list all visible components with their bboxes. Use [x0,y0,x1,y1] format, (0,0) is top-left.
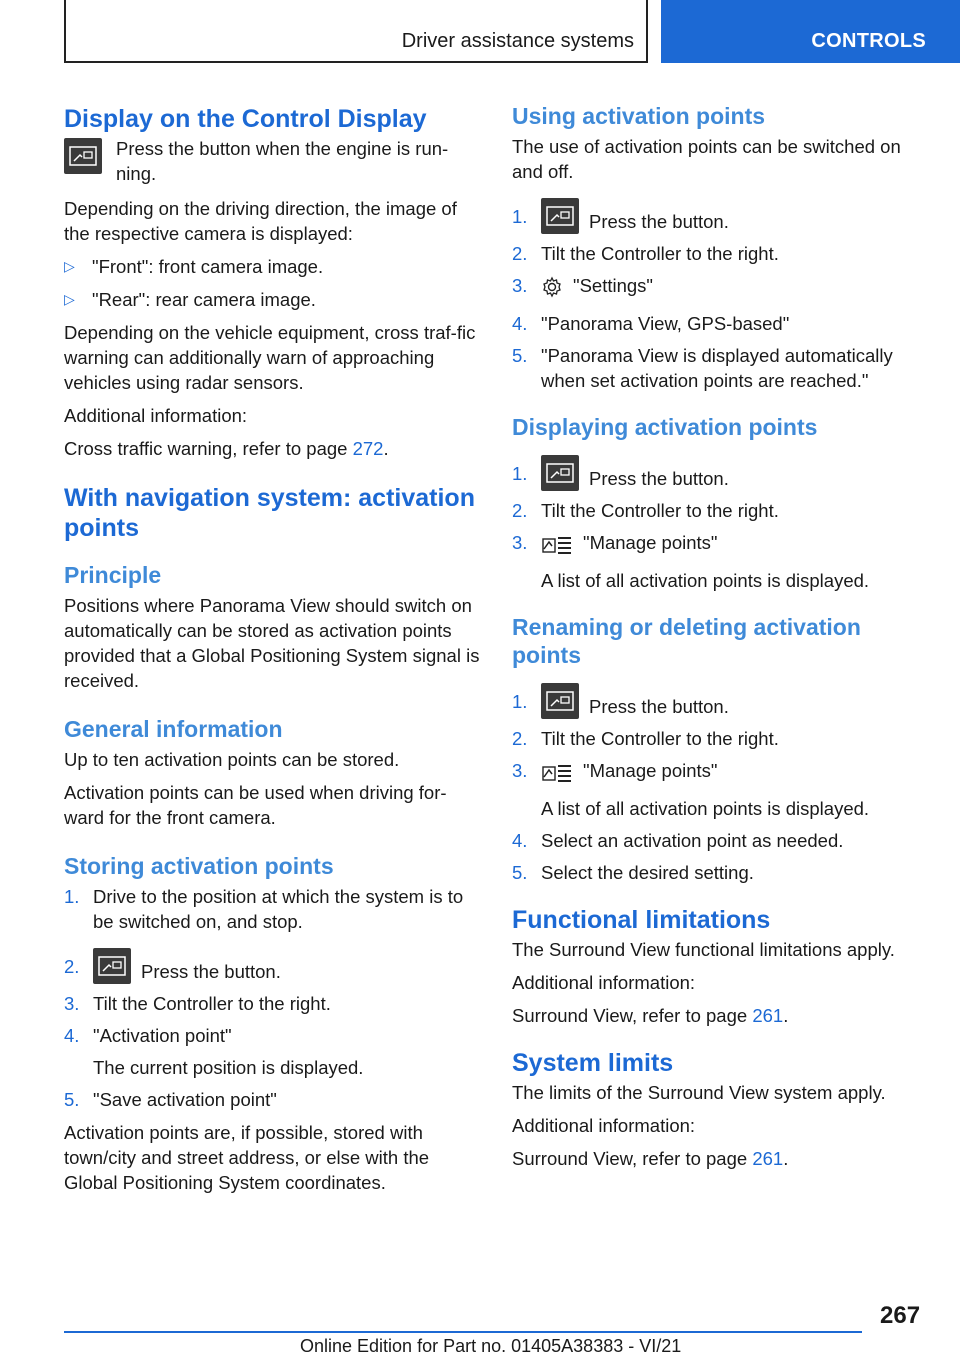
camera-button-icon [93,948,131,984]
heading-storing-activation: Storing activation points [64,853,334,879]
renaming-step-4: 4. Select an activation point as needed. [512,830,844,851]
system-surround-ref: Surround View, refer to page 261. [512,1148,789,1169]
principle-text: Positions where Panorama View should switch on automatically can be stored as activation points provided that a Global Positioning System signal is received. [64,595,480,691]
storing-step-5: 5. "Save activation point" [64,1089,277,1110]
system-additional-label: Additional information: [512,1115,696,1136]
header-chapter-title: CONTROLS [811,30,926,52]
left-column [64,100,480,1203]
footer-edition: Online Edition for Part no. 01405A38383 - VI/21 [300,1336,682,1356]
cross-traffic-ref: Cross traffic warning, refer to page 272. [64,438,389,459]
displaying-step-3: 3. "Manage points" A list of all activation points is displayed. [512,532,870,591]
heading-using-activation: Using activation points [512,103,766,129]
camera-button-icon [64,138,102,174]
general-text-1: Up to ten activation points can be stored. [64,749,400,770]
renaming-step-2: 2. Tilt the Controller to the right. [512,728,779,749]
storing-note: Activation points are, if possible, stored with town/city and street address, or else with the Global Positioning System coordinates. [64,1122,430,1193]
bullet-rear: ▷ "Rear": rear camera image. [64,289,316,310]
bullet-front: ▷ "Front": front camera image. [64,256,324,277]
surround-page-link-2[interactable]: 261 [752,1148,784,1169]
depending-equipment-text: Depending on the vehicle equipment, cross traf-fic warning can additionally warn of approaching vehicles using radar sensors. [64,322,476,393]
footer-divider [64,1331,862,1333]
heading-navigation-activation: With navigation system: activation points [64,484,475,542]
heading-displaying-activation: Displaying activation points [512,414,818,440]
heading-system-limits: System limits [512,1049,674,1077]
depending-direction-text: Depending on the driving direction, the image of the respective camera is displayed: [64,198,457,244]
renaming-steps-list [512,683,922,885]
displaying-step-1: 1. Press the button. [512,455,922,491]
gear-icon [541,276,563,304]
system-text: The limits of the Surround View system apply. [512,1082,886,1103]
using-step-5: 5. "Panorama View is displayed automatically when set activation points are reached." [512,345,893,391]
heading-display-control-display: Display on the Control Display [64,105,427,133]
heading-principle: Principle [64,562,162,588]
displaying-steps-list [512,455,922,593]
storing-step-3: 3. Tilt the Controller to the right. [64,993,331,1014]
renaming-step-3: 3. "Manage points" A list of all activation points is displayed. [512,760,870,819]
cross-traffic-page-link[interactable]: 272 [352,438,384,459]
camera-button-icon [541,683,579,719]
storing-steps-list [64,884,480,1112]
heading-functional-limitations: Functional limitations [512,906,771,934]
renaming-step-1: 1. Press the button. [512,683,922,719]
using-steps-list [512,198,922,393]
additional-info-label: Additional information: [64,405,248,426]
using-step-1: 1. Press the button. [512,198,922,234]
heading-renaming-deleting: Renaming or deleting activation points [512,614,861,668]
general-text-2: Activation points can be used when driving for-ward for the front camera. [64,782,447,828]
header-section-box [64,0,648,63]
press-engine-text: Press the button when the engine is run- ning. [116,138,449,184]
manage-points-icon [541,535,573,561]
using-step-2: 2. Tilt the Controller to the right. [512,243,779,264]
bullet-triangle-icon: ▷ [64,291,75,307]
page-number: 267 [880,1302,921,1329]
camera-button-icon [541,198,579,234]
header-section-title: Driver assistance systems [401,30,634,52]
right-column [512,100,922,1179]
manage-points-icon [541,763,573,789]
renaming-step-5: 5. Select the desired setting. [512,862,754,883]
using-step-3: 3. "Settings" [512,273,922,304]
functional-surround-ref: Surround View, refer to page 261. [512,1005,789,1026]
surround-page-link[interactable]: 261 [752,1005,784,1026]
heading-general-information: General information [64,716,283,742]
camera-button-icon [541,455,579,491]
functional-text: The Surround View functional limitations apply. [512,939,895,960]
displaying-step-2: 2. Tilt the Controller to the right. [512,500,779,521]
storing-step-2: 2. Press the button. [64,948,480,984]
storing-step-4: 4. "Activation point" The current position is displayed. [64,1025,364,1078]
camera-bullet-list [64,254,480,312]
header-chapter-tab [661,0,960,63]
functional-additional-label: Additional information: [512,972,696,993]
using-text: The use of activation points can be switched on and off. [512,136,901,182]
using-step-4: 4. "Panorama View, GPS-based" [512,313,790,334]
bullet-triangle-icon: ▷ [64,258,75,274]
press-engine-row [64,136,480,186]
storing-step-1: 1. Drive to the position at which the system is to be switched on, and stop. [64,886,464,932]
